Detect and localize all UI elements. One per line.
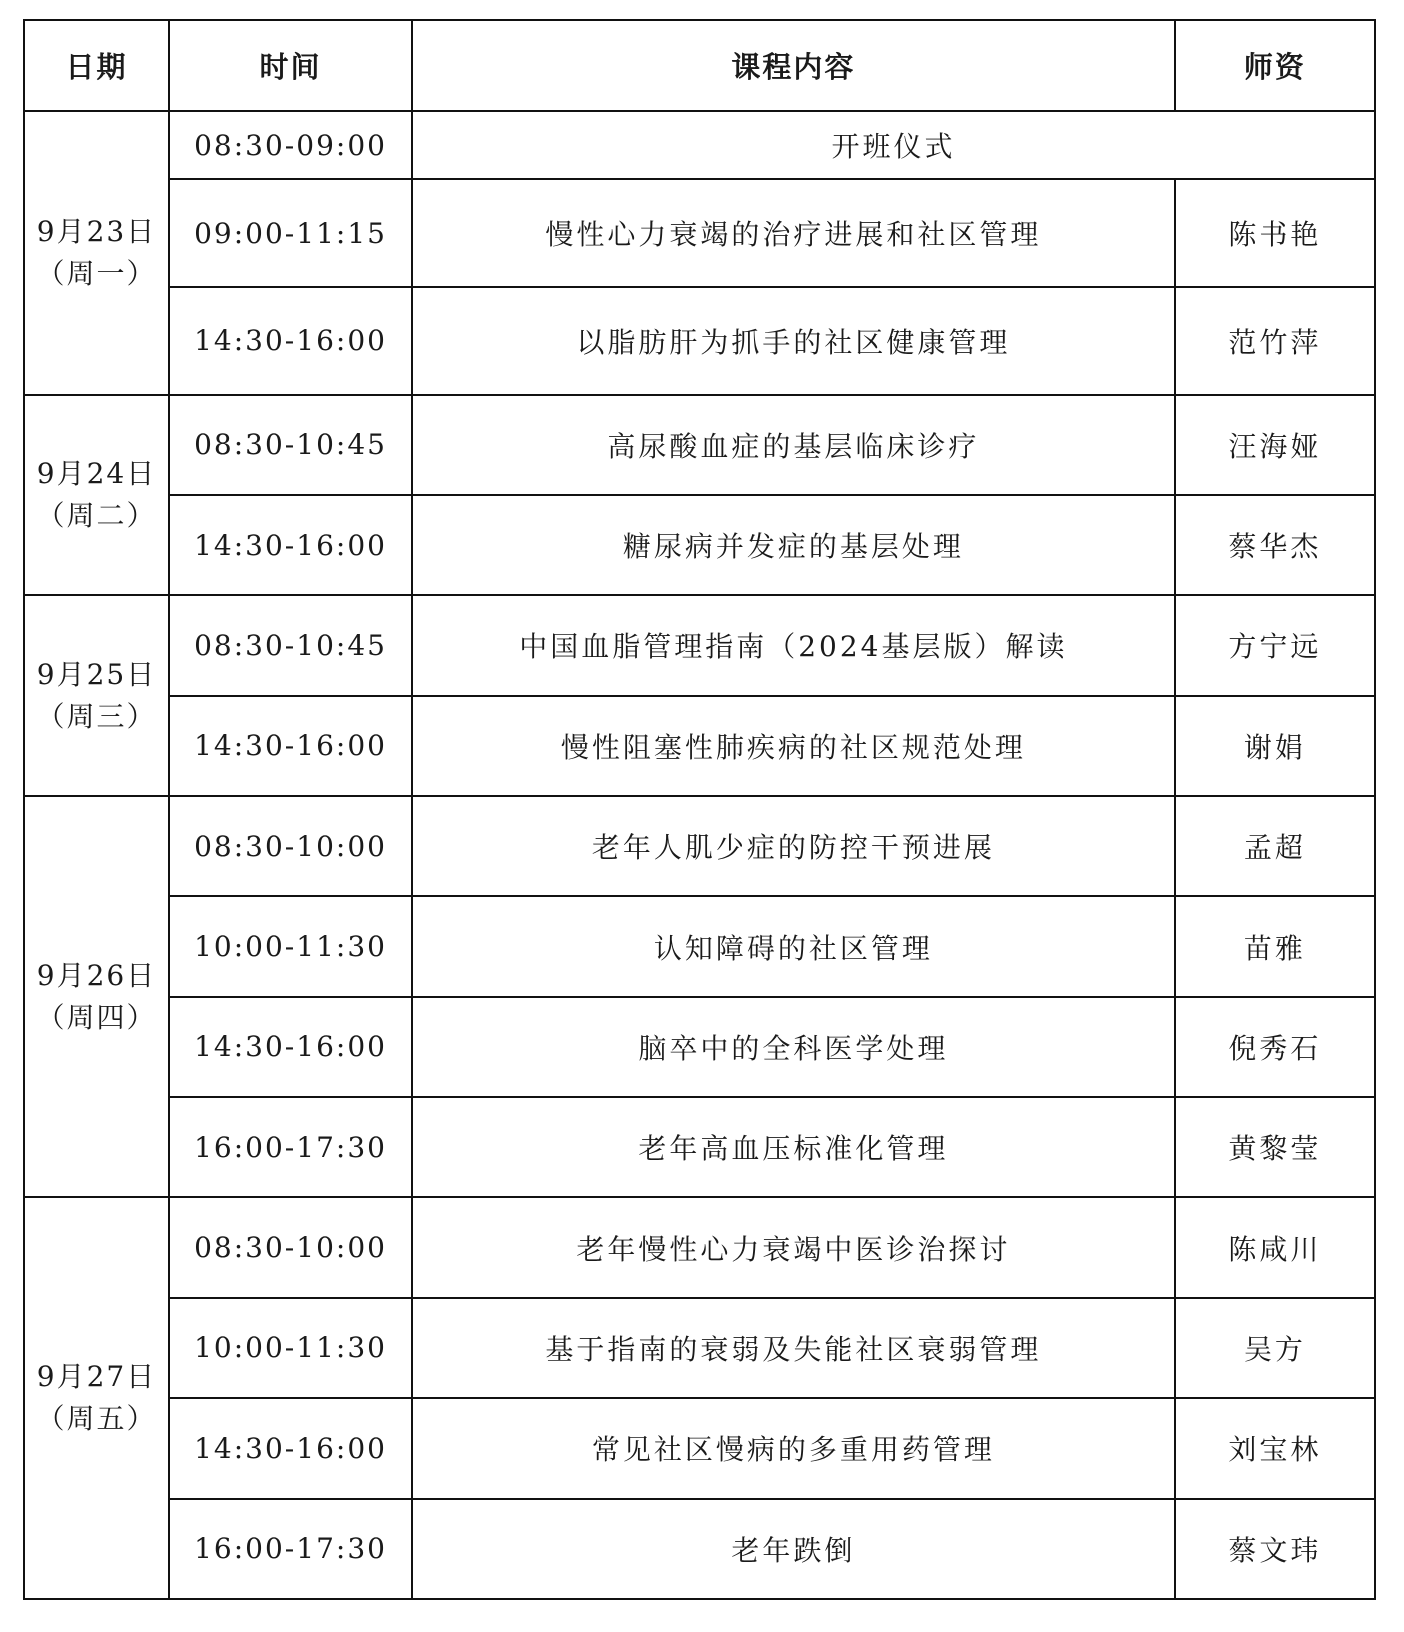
content-cell: 老年跌倒 <box>412 1499 1175 1600</box>
time-cell: 08:30-10:00 <box>169 796 412 896</box>
content-cell: 认知障碍的社区管理 <box>412 896 1175 996</box>
time-cell: 09:00-11:15 <box>169 179 412 287</box>
table-row <box>24 179 1375 287</box>
content-cell: 老年慢性心力衰竭中医诊治探讨 <box>412 1197 1175 1297</box>
time-cell: 14:30-16:00 <box>169 495 412 595</box>
header-content: 课程内容 <box>412 20 1175 111</box>
table-row <box>24 1197 1375 1297</box>
date-label: 9月27日 <box>36 1360 157 1394</box>
time-cell: 10:00-11:30 <box>169 896 412 996</box>
table-row <box>24 696 1375 796</box>
content-cell: 脑卒中的全科医学处理 <box>412 997 1175 1097</box>
teacher-cell: 汪海娅 <box>1175 395 1375 495</box>
time-cell: 08:30-10:00 <box>169 1197 412 1297</box>
table-row <box>24 997 1375 1097</box>
table-row <box>24 495 1375 595</box>
teacher-cell: 陈书艳 <box>1175 179 1375 287</box>
teacher-cell: 蔡文玮 <box>1175 1499 1375 1600</box>
time-cell: 10:00-11:30 <box>169 1298 412 1398</box>
table-row <box>24 1398 1375 1498</box>
content-cell: 以脂肪肝为抓手的社区健康管理 <box>412 287 1175 395</box>
time-cell: 14:30-16:00 <box>169 997 412 1097</box>
time-cell: 14:30-16:00 <box>169 696 412 796</box>
table-row <box>24 1097 1375 1197</box>
weekday-label: （周三） <box>36 699 157 733</box>
date-label: 9月26日 <box>36 958 157 992</box>
table-row <box>24 796 1375 896</box>
teacher-cell: 范竹萍 <box>1175 287 1375 395</box>
date-label: 9月25日 <box>36 657 157 691</box>
table-row <box>24 1499 1375 1600</box>
date-cell <box>24 395 169 596</box>
table-row <box>24 1298 1375 1398</box>
content-cell: 中国血脂管理指南（2024基层版）解读 <box>412 595 1175 695</box>
course-schedule-table <box>23 19 1376 1600</box>
table-row <box>24 896 1375 996</box>
teacher-cell: 方宁远 <box>1175 595 1375 695</box>
teacher-cell: 蔡华杰 <box>1175 495 1375 595</box>
table-row <box>24 395 1375 495</box>
content-cell: 常见社区慢病的多重用药管理 <box>412 1398 1175 1498</box>
teacher-cell: 谢娟 <box>1175 696 1375 796</box>
teacher-cell: 孟超 <box>1175 796 1375 896</box>
header-date: 日期 <box>24 20 169 111</box>
teacher-cell: 黄黎莹 <box>1175 1097 1375 1197</box>
date-cell <box>24 796 169 1197</box>
time-cell: 16:00-17:30 <box>169 1499 412 1600</box>
date-label: 9月24日 <box>36 456 157 490</box>
teacher-cell: 刘宝林 <box>1175 1398 1375 1498</box>
time-cell: 16:00-17:30 <box>169 1097 412 1197</box>
time-cell: 14:30-16:00 <box>169 1398 412 1498</box>
header-teacher: 师资 <box>1175 20 1375 111</box>
content-cell: 糖尿病并发症的基层处理 <box>412 495 1175 595</box>
time-cell: 08:30-10:45 <box>169 395 412 495</box>
content-cell: 基于指南的衰弱及失能社区衰弱管理 <box>412 1298 1175 1398</box>
content-cell: 慢性阻塞性肺疾病的社区规范处理 <box>412 696 1175 796</box>
date-label: 9月23日 <box>36 214 157 248</box>
date-cell <box>24 595 169 796</box>
time-cell: 08:30-09:00 <box>169 111 412 179</box>
teacher-cell: 陈咸川 <box>1175 1197 1375 1297</box>
table-row <box>24 111 1375 179</box>
header-time: 时间 <box>169 20 412 111</box>
content-cell: 高尿酸血症的基层临床诊疗 <box>412 395 1175 495</box>
header-row <box>24 20 1375 111</box>
opening-ceremony-cell: 开班仪式 <box>412 111 1375 179</box>
date-cell <box>24 1197 169 1599</box>
content-cell: 老年高血压标准化管理 <box>412 1097 1175 1197</box>
weekday-label: （周五） <box>36 1402 157 1436</box>
content-cell: 老年人肌少症的防控干预进展 <box>412 796 1175 896</box>
content-cell: 慢性心力衰竭的治疗进展和社区管理 <box>412 179 1175 287</box>
weekday-label: （周一） <box>36 256 157 290</box>
teacher-cell: 吴方 <box>1175 1298 1375 1398</box>
table-row <box>24 595 1375 695</box>
time-cell: 14:30-16:00 <box>169 287 412 395</box>
time-cell: 08:30-10:45 <box>169 595 412 695</box>
teacher-cell: 倪秀石 <box>1175 997 1375 1097</box>
date-cell <box>24 111 169 395</box>
weekday-label: （周二） <box>36 498 157 532</box>
weekday-label: （周四） <box>36 1000 157 1034</box>
teacher-cell: 苗雅 <box>1175 896 1375 996</box>
table-row <box>24 287 1375 395</box>
